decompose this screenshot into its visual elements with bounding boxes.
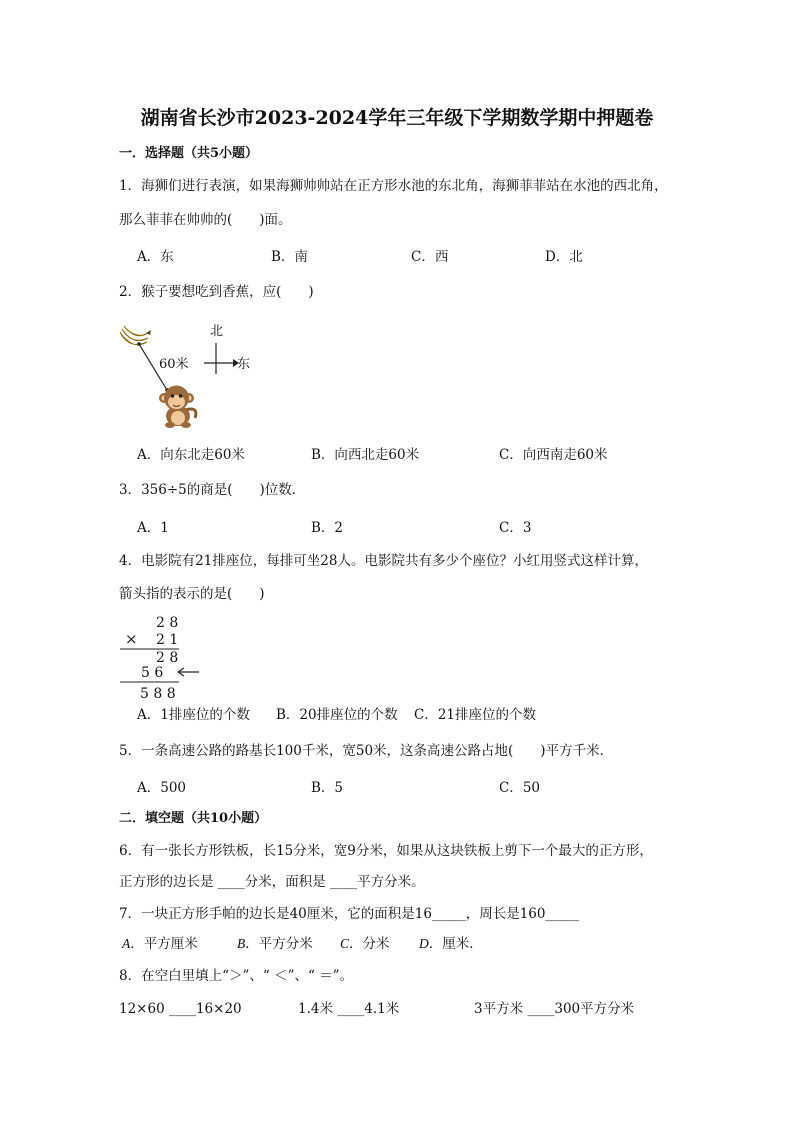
page-title: 湖南省长沙市2023-2024学年三年级下学期数学期中押题卷 [140, 107, 654, 129]
q7-option-b-letter: B [237, 936, 246, 951]
monkey-banana-figure [115, 318, 265, 430]
question-4-line-1: 4．电影院有21排座位，每排可坐28人。电影院共有多少个座位？小红用竖式这样计算， [119, 553, 648, 569]
question-1-line-2: 那么菲菲在帅帅的( )面。 [119, 212, 292, 228]
question-3-stem: 3．356÷5的商是( )位数． [119, 482, 306, 498]
q7-option-a-letter: A [122, 936, 131, 951]
q5-option-a: A．500 [137, 780, 187, 796]
east-label: 东 [237, 357, 251, 372]
q7-option-b [237, 936, 313, 952]
q3-option-b: B．2 [311, 520, 344, 536]
banana-icon [120, 326, 151, 345]
q2-option-a: A．向东北走60米 [137, 447, 245, 463]
q7-option-d-letter: D [419, 936, 429, 951]
question-8-stem: 8．在空白里填上“＞”、“ ＜”、“ ＝”。 [119, 968, 354, 984]
q1-option-d: D．北 [545, 249, 583, 265]
q2-option-c: C．向西南走60米 [499, 447, 608, 463]
compass-icon [204, 343, 239, 374]
question-7-stem: 7．一块正方形手帕的边长是40厘米，它的面积是16_____，周长是160_____ [119, 906, 580, 922]
q2-option-b: B．向西北走60米 [311, 447, 420, 463]
calc-row-3: 2 8 [156, 650, 179, 666]
q8-item-3: 3平方米 ____300平方分米 [474, 1001, 635, 1017]
q4-option-b: B．20排座位的个数 [276, 707, 398, 723]
question-5-stem: 5．一条高速公路的路基长100千米，宽50米，这条高速公路占地( )平方千米． [119, 743, 614, 759]
q7-option-d [419, 936, 483, 952]
calc-row-2: 2 1 [156, 632, 179, 648]
q1-option-b: B．南 [271, 249, 308, 265]
question-6-line-2: 正方形的边长是 ____分米，面积是 ____平方分米。 [119, 874, 425, 890]
q4-option-c: C．21排座位的个数 [414, 707, 537, 723]
q7-option-c [340, 936, 390, 952]
q7-option-c-letter: C [340, 936, 350, 951]
question-2-stem: 2．猴子要想吃到香蕉，应( ) [119, 284, 314, 300]
q8-item-1: 12×60 ____16×20 [119, 1001, 242, 1017]
q7-option-c-text: ．分米 [349, 936, 390, 952]
question-4-line-2: 箭头指的表示的是( ) [119, 586, 265, 602]
q1-option-a: A．东 [137, 249, 174, 265]
q4-option-a: A．1排座位的个数 [137, 707, 250, 723]
vertical-multiplication [115, 612, 215, 704]
question-6-line-1: 6．有一张长方形铁板，长15分米，宽9分米，如果从这块铁板上剪下一个最大的正方形， [119, 843, 653, 859]
q5-option-c: C．50 [499, 780, 541, 796]
q7-option-b-text: ．平方分米 [245, 936, 313, 952]
calc-row-5: 5 8 8 [140, 686, 176, 702]
question-1-line-1: 1．海狮们进行表演，如果海狮帅帅站在正方形水池的东北角，海狮菲菲站在水池的西北角， [119, 178, 668, 194]
q1-option-c: C．西 [411, 249, 449, 265]
north-label: 北 [210, 324, 224, 339]
calc-row-4: 5 6 [141, 665, 164, 681]
q7-option-a [122, 936, 198, 952]
distance-label: 60米 [159, 357, 189, 372]
calc-times-sign: × [125, 630, 138, 648]
q5-option-b: B．5 [311, 780, 344, 796]
q8-item-2: 1.4米 ____4.1米 [298, 1001, 400, 1017]
q7-option-a-text: ．平方厘米 [130, 936, 198, 952]
monkey-icon [159, 386, 196, 429]
q3-option-c: C．3 [499, 520, 532, 536]
section-heading-choice: 一．选择题（共5小题） [119, 146, 259, 161]
left-arrow-icon [178, 668, 199, 676]
section-heading-fill: 二．填空题（共10小题） [119, 811, 268, 826]
q7-option-d-text: ．厘米． [428, 936, 483, 952]
q3-option-a: A．1 [137, 520, 169, 536]
calc-row-1: 2 8 [156, 615, 179, 631]
